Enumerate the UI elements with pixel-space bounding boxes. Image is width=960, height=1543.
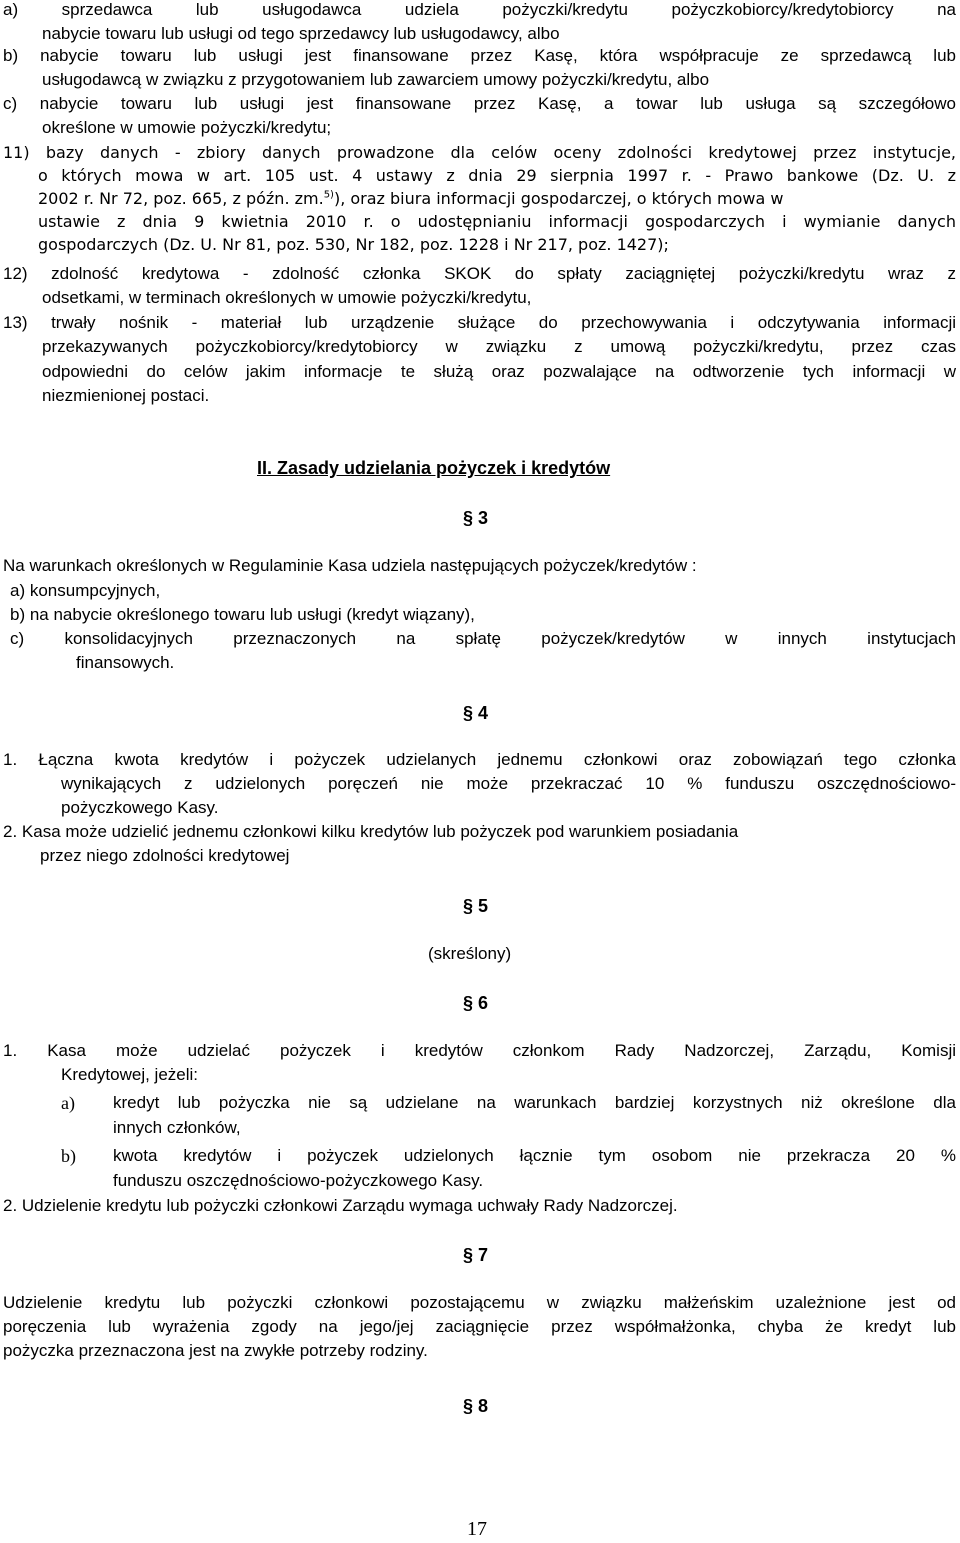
definition-13-line1: 13) trwały nośnik - materiał lub urządzenie służące do przechowywania i odczytywania informacji	[3, 313, 956, 332]
definition-12-line1: 12) zdolność kredytowa - zdolność członka SKOK do spłaty zaciągniętej pożyczki/kredytu wraz z	[3, 264, 956, 283]
paragraph-7-line2: poręczenia lub wyrażenia zgody na jego/jej zaciągnięcie przez współmałżonka, chyba że kredyt lub	[3, 1317, 956, 1336]
paragraph-6-item-b-line1: kwota kredytów i pożyczek udzielonych łącznie tym osobom nie przekracza 20 %	[113, 1146, 956, 1165]
page-number: 17	[467, 1518, 487, 1540]
paragraph-4-item1-line2: wynikających z udzielonych poręczeń nie może przekraczać 10 % funduszu oszczędnościowo-	[61, 774, 956, 793]
definition-11-line2: o których mowa w art. 105 ust. 4 ustawy z dnia 29 sierpnia 1997 r. - Prawo bankowe (Dz. U. z	[38, 166, 956, 185]
paragraph-4-heading: § 4	[463, 703, 489, 723]
paragraph-7-heading: § 7	[463, 1245, 489, 1265]
paragraph-6-item1-line1: 1. Kasa może udzielać pożyczek i kredytów członkom Rady Nadzorczej, Zarządu, Komisji	[3, 1041, 956, 1060]
intro-item-a-line1: a) sprzedawca lub usługodawca udziela pożyczki/kredytu pożyczkobiorcy/kredytobiorcy na	[3, 0, 956, 19]
definition-11-line1: 11) bazy danych - zbiory danych prowadzone dla celów oceny zdolności kredytowej przez instytucje,	[3, 143, 956, 162]
paragraph-6-item-a-marker: a)	[61, 1093, 75, 1113]
intro-item-c-line2: określone w umowie pożyczki/kredytu;	[42, 118, 332, 137]
paragraph-4-item2-line1: 2. Kasa może udzielić jednemu członkowi kilku kredytów lub pożyczek pod warunkiem posiadania	[3, 822, 739, 841]
paragraph-3-item-c-line1: c) konsolidacyjnych przeznaczonych na spłatę pożyczek/kredytów w innych instytucjach	[10, 629, 956, 648]
paragraph-6-heading: § 6	[463, 993, 489, 1013]
paragraph-3-item-b: b) na nabycie określonego towaru lub usługi (kredyt wiązany),	[10, 605, 475, 624]
paragraph-3-item-c-line2: finansowych.	[76, 653, 175, 672]
intro-item-a-line2: nabycie towaru lub usługi od tego sprzedawcy lub usługodawcy, albo	[42, 24, 560, 43]
paragraph-6-item2: 2. Udzielenie kredytu lub pożyczki członkowi Zarządu wymaga uchwały Rady Nadzorczej.	[3, 1196, 678, 1215]
definition-13-line4: niezmienionej postaci.	[42, 386, 210, 405]
paragraph-6-item-a-line1: kredyt lub pożyczka nie są udzielane na warunkach bardziej korzystnych niż określone dla	[113, 1093, 956, 1112]
intro-item-b-line1: b) nabycie towaru lub usługi jest finansowane przez Kasę, która współpracuje ze sprzedawcą lub	[3, 46, 956, 65]
paragraph-4-item1-line1: 1. Łączna kwota kredytów i pożyczek udzielanych jednemu członkowi oraz zobowiązań tego członka	[3, 750, 956, 769]
intro-item-c-line1: c) nabycie towaru lub usługi jest finansowane przez Kasę, a towar lub usługa są szczegółowo	[3, 94, 956, 113]
intro-item-b-line2: usługodawcą w związku z przygotowaniem lub zawarciem umowy pożyczki/kredytu, albo	[42, 70, 710, 89]
paragraph-7-line1: Udzielenie kredytu lub pożyczki członkowi pozostającemu w związku małżeńskim uzależnione jest od	[3, 1293, 956, 1312]
paragraph-5-deleted-note: (skreślony)	[428, 944, 512, 963]
paragraph-3-heading: § 3	[463, 508, 489, 528]
definition-11-line5: gospodarczych (Dz. U. Nr 81, poz. 530, Nr 182, poz. 1228 i Nr 217, poz. 1427);	[38, 235, 669, 254]
paragraph-6-item-b-line2: funduszu oszczędnościowo-pożyczkowego Kasy.	[113, 1171, 484, 1190]
definition-13-line3: odpowiedni do celów jakim informacje te służą oraz pozwalające na odtworzenie tych informacji w	[42, 362, 956, 381]
definition-11-line3-text: 2002 r. Nr 72, poz. 665, z późn. zm.	[38, 189, 324, 208]
paragraph-3-intro: Na warunkach określonych w Regulaminie Kasa udziela następujących pożyczek/kredytów :	[3, 556, 697, 575]
definition-11-line3-text-cont: ), oraz biura informacji gospodarczej, o których mowa w	[333, 189, 784, 208]
paragraph-4-item1-line3: pożyczkowego Kasy.	[61, 798, 219, 817]
definition-12-line2: odsetkami, w terminach określonych w umowie pożyczki/kredytu,	[42, 288, 532, 307]
paragraph-4-item2-line2: przez niego zdolności kredytowej	[40, 846, 290, 865]
paragraph-3-item-a: a) konsumpcyjnych,	[10, 581, 161, 600]
paragraph-8-heading: § 8	[463, 1396, 489, 1416]
paragraph-6-item-b-marker: b)	[61, 1146, 76, 1166]
section-title: II. Zasady udzielania pożyczek i kredytów	[257, 458, 611, 478]
paragraph-7-line3: pożyczka przeznaczona jest na zwykłe potrzeby rodziny.	[3, 1341, 428, 1360]
definition-13-line2: przekazywanych pożyczkobiorcy/kredytobiorcy w związku z umową pożyczki/kredytu, przez czas	[42, 337, 956, 356]
paragraph-6-item1-line2: Kredytowej, jeżeli:	[61, 1065, 199, 1084]
paragraph-5-heading: § 5	[463, 896, 489, 916]
definition-11-line3	[38, 189, 783, 209]
definition-11-line4: ustawie z dnia 9 kwietnia 2010 r. o udostępnianiu informacji gospodarczych i wymianie danych	[38, 212, 956, 231]
paragraph-6-item-a-line2: innych członków,	[113, 1118, 241, 1137]
footnote-marker: 5)	[323, 189, 334, 201]
